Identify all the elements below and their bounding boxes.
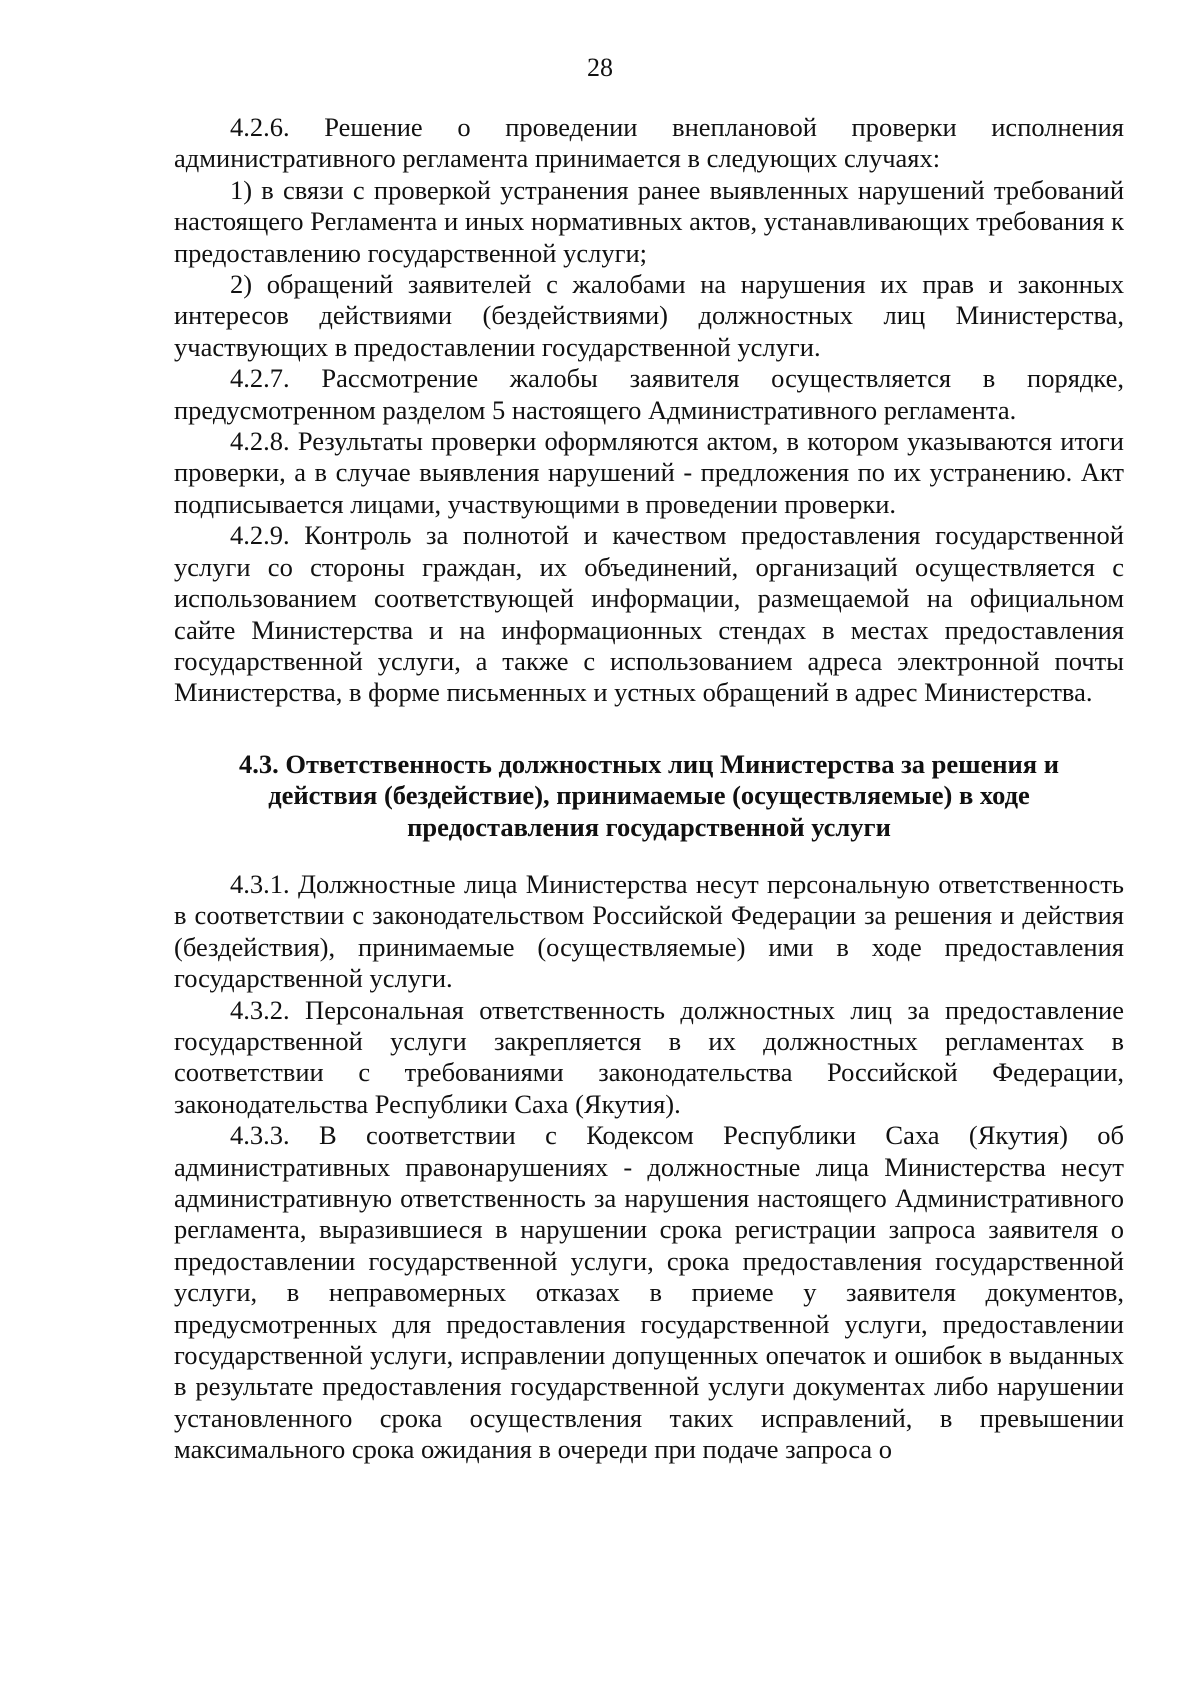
paragraph-4-3-2: 4.3.2. Персональная ответственность должностных лиц за предоставление государственной услуги закрепляется в их должностных регламентах в соответствии с требованиями законодательства Российской Федерации, законодательства Республики Саха (Якутия). xyxy=(174,994,1124,1119)
paragraph-4-2-9: 4.2.9. Контроль за полнотой и качеством предоставления государственной услуги со стороны граждан, их объединений, организаций осуществляется с использованием соответствующей информации, размещаемой на официальном сайте Министерства и на информационных стендах в местах предоставления государственной услуги, а также с использованием адреса электронной почты Министерства, в форме письменных и устных обращений в адрес Министерства. xyxy=(174,520,1124,708)
paragraph-item-1: 1) в связи с проверкой устранения ранее выявленных нарушений требований настоящего Регламента и иных нормативных актов, устанавливающих требования к предоставлению государственной услуги; xyxy=(174,174,1124,268)
paragraph-item-2: 2) обращений заявителей с жалобами на нарушения их прав и законных интересов действиями (бездействиями) должностных лиц Министерства, участвующих в предоставлении государственной услуги. xyxy=(174,269,1124,362)
paragraph-4-3-1: 4.3.1. Должностные лица Министерства несут персональную ответственность в соответствии с законодательством Российской Федерации за решения и действия (бездействия), принимаемые (осуществляемые) ими в ходе предоставления государственной услуги. xyxy=(174,868,1124,994)
document-body xyxy=(174,112,1124,1466)
paragraph-4-3-3: 4.3.3. В соответствии с Кодексом Республики Саха (Якутия) об административных правонарушениях - должностные лица Министерства несут административную ответственность за нарушения настоящего Административного регламента, выразившиеся в нарушении срока регистрации запроса заявителя о предоставлении государственной услуги, срока предоставления государственной услуги, в неправомерных отказах в приеме у заявителя документов, предусмотренных для предоставления государственной услуги, предоставлении государственной услуги, исправлении допущенных опечаток и ошибок в выданных в результате предоставления государственной услуги документах либо нарушении установленного срока осуществления таких исправлений, в превышении максимального срока ожидания в очереди при подаче запроса о xyxy=(174,1120,1124,1465)
paragraph-4-2-7: 4.2.7. Рассмотрение жалобы заявителя осуществляется в порядке, предусмотренном разделом 5 настоящего Административного регламента. xyxy=(174,363,1124,425)
paragraph-4-2-6: 4.2.6. Решение о проведении внеплановой проверки исполнения административного регламента принимается в следующих случаях: xyxy=(174,112,1124,174)
paragraph-4-2-8: 4.2.8. Результаты проверки оформляются актом, в котором указываются итоги проверки, а в случае выявления нарушений - предложения по их устранению. Акт подписывается лицами, участвующими в проведении проверки. xyxy=(174,426,1124,519)
section-heading-4-3: 4.3. Ответственность должностных лиц Министерства за решения и действия (бездействие), принимаемые (осуществляемые) в ходе предоставления государственной услуги xyxy=(238,748,1059,842)
page-number: 28 xyxy=(587,53,613,82)
